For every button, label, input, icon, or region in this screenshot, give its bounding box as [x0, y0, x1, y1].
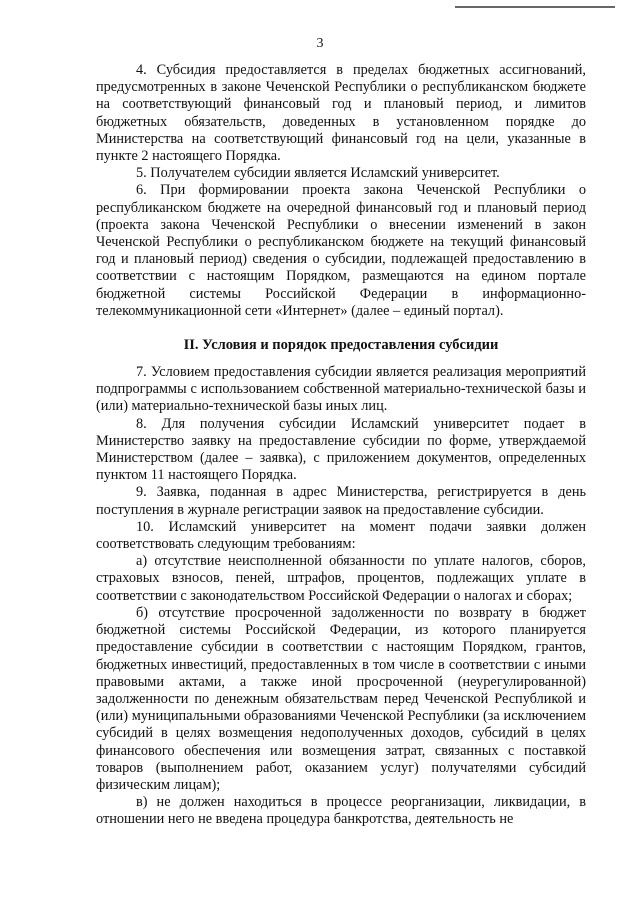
paragraph-8: 8. Для получения субсидии Исламский университет подает в Министерство заявку на предоставление субсидии по форме, утверждаемой Министерством (далее – заявка), с приложением документов, определенных пунктом 11 настоящего Порядка.	[96, 415, 586, 484]
paragraph-9: 9. Заявка, поданная в адрес Министерства, регистрируется в день поступления в журнале регистрации заявок на предоставление субсидии.	[96, 484, 586, 518]
section-heading: II. Условия и порядок предоставления субсидии	[183, 337, 499, 354]
page-number: 3	[316, 36, 324, 51]
paragraph-5: 5. Получателем субсидии является Исламский университет.	[136, 165, 500, 182]
paragraph-10-v: в) не должен находиться в процессе реорганизации, ликвидации, в отношении него не введена процедура банкротства, деятельность не	[96, 794, 586, 828]
paragraph-10-b: б) отсутствие просроченной задолженности по возврату в бюджет бюджетной системы Российской Федерации, из которого планируется предоставление субсидии в соответствии с настоящим Порядком, грантов, бюджетных инвестиций, предоставленных в том числе в соответствии с иными правовыми актами, а также иной просроченной (неурегулированной) задолженности по денежным обязательствам перед Чеченской Республикой и (или) муниципальными образованиями Чеченской Республики (за исключением субсидий в целях возмещения недополученных доходов, субсидий в целях финансового обеспечения или возмещения затрат, связанных с поставкой товаров (выполнением работ, оказанием услуг) получателями субсидий физическим лицам);	[96, 604, 586, 793]
top-rule	[455, 6, 615, 8]
document-body	[96, 62, 586, 829]
paragraph-10-a: а) отсутствие неисполненной обязанности по уплате налогов, сборов, страховых взносов, пеней, штрафов, процентов, подлежащих уплате в соответствии с законодательством Российской Федерации о налогах и сборах;	[96, 553, 586, 604]
paragraph-4: 4. Субсидия предоставляется в пределах бюджетных ассигнований, предусмотренных в законе Чеченской Республики о республиканском бюджете на соответствующий финансовый год и плановый период, и лимитов бюджетных обязательств, доведенных в установленном порядке до Министерства на соответствующий финансовый год на цели, указанные в пункте 2 настоящего Порядка.	[96, 62, 586, 165]
paragraph-6: 6. При формировании проекта закона Чеченской Республики о республиканском бюджете на очередной финансовый год и плановый период (проекта закона Чеченской Республики о внесении изменений в закон Чеченской Республики о республиканском бюджете на текущий финансовый год и плановый период) сведения о субсидии, подлежащей предоставлению в соответствии с настоящим Порядком, размещаются на едином портале бюджетной системы Российской Федерации в информационно-телекоммуникационной сети «Интернет» (далее – единый портал).	[96, 182, 586, 319]
paragraph-7: 7. Условием предоставления субсидии является реализация мероприятий подпрограммы с использованием собственной материально-технической базы и (или) материально-технической базы иных лиц.	[96, 364, 586, 415]
paragraph-10: 10. Исламский университет на момент подачи заявки должен соответствовать следующим требованиям:	[96, 518, 586, 553]
